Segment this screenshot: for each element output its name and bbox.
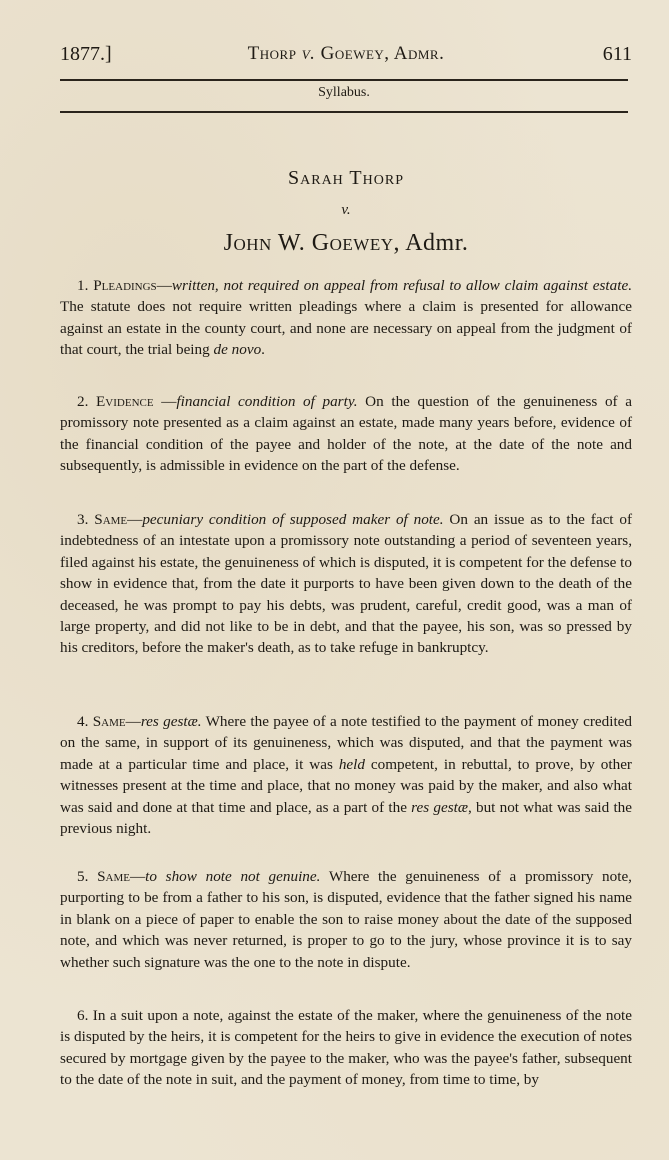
running-head-defendant: Goewey, Admr. — [320, 43, 445, 64]
syllabus-paragraph-6 — [60, 1005, 632, 1091]
paragraph-italic-term: de novo — [213, 341, 262, 359]
syllabus-paragraph-3 — [60, 509, 632, 659]
case-versus: v. — [341, 202, 351, 218]
paragraph-heading: Same — [92, 713, 126, 730]
syllabus-paragraph-2 — [60, 391, 632, 477]
paragraph-dash: — — [156, 277, 172, 294]
case-defendant — [60, 230, 632, 257]
paragraph-dash: — — [153, 393, 177, 410]
paragraph-subheading: pecuniary condition of supposed maker of note. — [142, 511, 444, 528]
paragraph-subheading: to show note not genuine. — [145, 868, 321, 885]
paragraph-heading: Evidence — [96, 393, 154, 410]
paragraph-text: Where the payee of a note testified to the payment of money credited on the same, in support of its genuineness, which was disputed, and that the payment was made at a particular time and place, it was — [60, 713, 633, 773]
running-head-title — [60, 43, 632, 65]
paragraph-heading: Same — [94, 511, 128, 528]
syllabus-paragraph-4 — [60, 711, 632, 839]
syllabus-paragraph-1 — [60, 275, 632, 361]
paragraph-number: 2. — [77, 393, 89, 410]
defendant-role: Admr. — [405, 230, 469, 256]
paragraph-text: In a suit upon a note, against the estate of the maker, where the genuineness of the note is disputed by the heirs, it is competent for the heirs to give in evidence the execution of notes secured by mortgage given by the payee to the maker, who was the payee's father, subsequent to the date of the note in suit, and the payment of money, from time to time, by — [60, 1007, 632, 1089]
paragraph-dash: — — [127, 511, 143, 528]
paragraph-subheading: financial condition of party. — [176, 393, 358, 410]
paragraph-text: Where the genuineness of a promissory note, purporting to be from a father to his son, is disputed, evidence that the father signed his name in blank on a piece of paper to enable the son to raise money about the date of the supposed note, and which was never returned, is proper to go to the jury, whose province it is to say whether such signature was the one to the note in dispute. — [60, 868, 632, 971]
paragraph-number: 5. — [77, 868, 89, 885]
paragraph-heading: Same — [97, 868, 130, 885]
header-rule-bottom — [60, 111, 628, 113]
paragraph-text: competent, in rebuttal, to prove, by other witnesses present at the time and place, that no money was paid by the maker, and also what was said and done at that time and place, as a part of the — [60, 755, 632, 816]
running-head-plaintiff: Thorp — [247, 43, 297, 64]
running-head-versus: v. — [301, 43, 316, 64]
paragraph-text-end: , but not what was said the previous night. — [60, 798, 633, 838]
paragraph-italic-term: held — [338, 755, 365, 773]
section-label: Syllabus. — [318, 85, 370, 100]
paragraph-text: On the question of the genuineness of a promissory note presented as a claim against an estate, made many years before, evidence of the financial condition of the payee and holder of the note, at the date of the note and subsequently, is admissible in evidence on the part of the defense. — [60, 393, 632, 475]
defendant-name: John W. Goewey, — [223, 230, 401, 256]
paragraph-dash: — — [129, 868, 146, 885]
paragraph-text-end: . — [261, 341, 265, 359]
paragraph-text: On an issue as to the fact of indebtedness of an intestate upon a promissory note outstanding a period of seventeen years, filed against his estate, the genuineness of which is disputed, it is competent for the defense to show in evidence that, from the date it purports to have been given down to the death of the deceased, he was prompt to pay his debts, was prudent, careful, credit good, was a man of large property, and did not like to be in debt, and that the payee, his son, was so pressed by his creditors, before the maker's death, as to take refuge in bankruptcy. — [60, 511, 633, 657]
case-plaintiff: Sarah Thorp — [288, 167, 404, 189]
paragraph-number: 4. — [77, 713, 89, 730]
header-rule-top — [60, 79, 628, 81]
paragraph-number: 3. — [77, 511, 89, 528]
running-head — [60, 43, 632, 69]
paragraph-italic-term: res gestæ — [411, 798, 468, 816]
syllabus-paragraph-5 — [60, 866, 632, 973]
paragraph-subheading: written, not required on appeal from refusal to allow claim against estate. — [171, 277, 633, 294]
paragraph-number: 6. — [77, 1007, 89, 1024]
paragraph-number: 1. — [77, 277, 89, 294]
paragraph-text: The statute does not require written pleadings where a claim is presented for allowance against an estate in the county court, and none are necessary on appeal from the judgment of that court, the trial being — [60, 298, 632, 359]
paragraph-dash: — — [125, 713, 141, 730]
running-head-year: 1877.] — [60, 43, 112, 65]
paragraph-subheading: res gestæ. — [140, 713, 202, 730]
page-number: 611 — [602, 43, 632, 65]
paragraph-heading: Pleadings — [93, 277, 157, 294]
